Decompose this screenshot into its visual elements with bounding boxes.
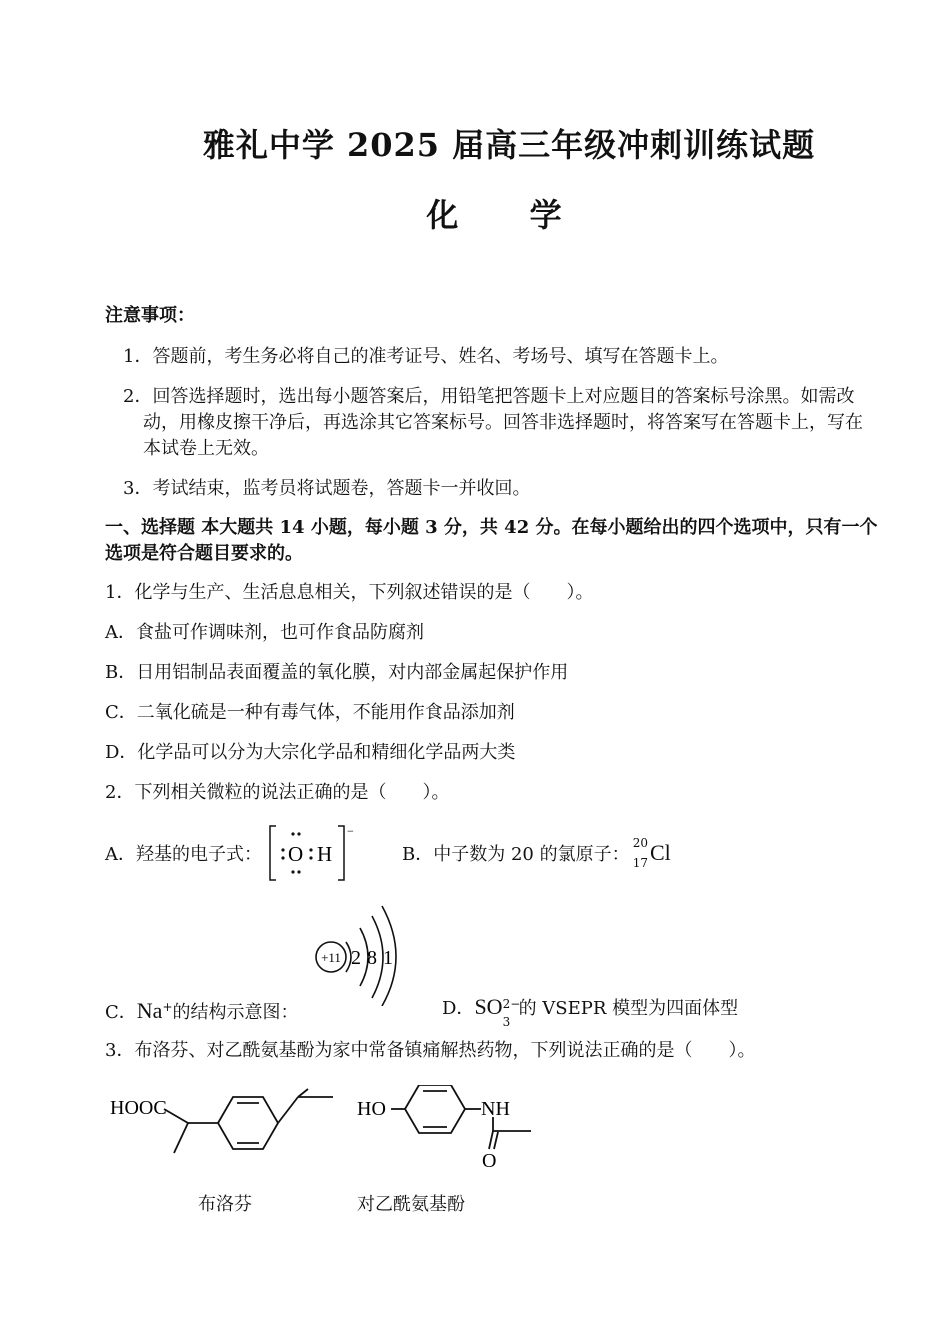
chlorine-atomic-number: 17 — [632, 856, 648, 870]
chlorine-mass-number: 20 — [632, 836, 648, 850]
paracetamol-carbonyl-oxygen: O — [482, 1150, 497, 1172]
hydroxyl-charge: − — [347, 824, 354, 838]
q1-option-b: B．日用铝制品表面覆盖的氧化膜，对内部金属起保护作用 — [105, 662, 569, 683]
paracetamol-name: 对乙酰氨基酚 — [357, 1194, 465, 1215]
notice-item-1: 1．答题前，考生务必将自己的准考证号、姓名、考场号、填写在答题卡上。 — [123, 346, 729, 367]
sodium-charge: + — [162, 1000, 173, 1014]
shell-1-electrons: 2 — [351, 947, 361, 969]
section-1-line2: 选项是符合题目要求的。 — [105, 543, 303, 564]
hydroxyl-hydrogen: H — [317, 842, 333, 866]
q2-option-a-label: A．羟基的电子式： — [105, 844, 262, 865]
q1-option-d: D．化学品可以分为大宗化学品和精细化学品两大类 — [105, 742, 516, 763]
q2-option-d-label — [442, 994, 739, 1029]
paracetamol-structure — [355, 1085, 545, 1175]
sulfite-subscript: 3 — [502, 1015, 511, 1029]
notice-item-2-line1: 2．回答选择题时，选出每小题答案后，用铅笔把答题卡上对应题目的答案标号涂黑。如需改 — [123, 386, 855, 407]
q1-stem: 1．化学与生产、生活息息相关，下列叙述错误的是（ ）。 — [105, 582, 594, 603]
q3-stem: 3．布洛芬、对乙酰氨基酚为家中常备镇痛解热药物，下列说法正确的是（ ）。 — [105, 1040, 756, 1061]
hydroxyl-oxygen: O — [288, 842, 304, 866]
q2-option-c-suffix: 的结构示意图： — [172, 1002, 299, 1023]
ibuprofen-carboxyl-group: HOOC — [110, 1097, 167, 1119]
paracetamol-hydroxyl-group: HO — [357, 1098, 386, 1120]
q2-option-d-suffix: 的 VSEPR 模型为四面体型 — [518, 998, 739, 1019]
notice-item-2-line3: 本试卷上无效。 — [143, 438, 269, 459]
section-1-line1: 一、选择题 本大题共 14 小题，每小题 3 分，共 42 分。在每小题给出的四个选项中，只有一个 — [105, 517, 878, 538]
q2-option-c-prefix: C． — [105, 1002, 137, 1023]
notice-item-3: 3．考试结束，监考员将试题卷，答题卡一并收回。 — [123, 478, 531, 499]
exam-title: 雅礼中学 2025 届高三年级冲刺训练试题 — [202, 126, 816, 164]
q2-option-d-prefix: D． — [442, 998, 475, 1019]
ibuprofen-structure — [108, 1085, 348, 1165]
shell-2-electrons: 8 — [367, 947, 377, 969]
paracetamol-amide-group: NH — [481, 1098, 510, 1120]
notice-heading: 注意事项： — [105, 305, 195, 326]
q2-option-c-label — [105, 994, 299, 1026]
shell-3-electrons: 1 — [383, 947, 393, 969]
chlorine-isotope — [628, 838, 671, 868]
sodium-ion-structure-diagram — [312, 902, 398, 1006]
ibuprofen-name: 布洛芬 — [198, 1194, 252, 1215]
nucleus-charge: +11 — [321, 950, 341, 965]
notice-item-2-line2: 动，用橡皮擦干净后，再选涂其它答案标号。回答非选择题时，将答案写在答题卡上，写在 — [143, 412, 863, 433]
chlorine-symbol: Cl — [650, 840, 671, 865]
q2-stem: 2．下列相关微粒的说法正确的是（ ）。 — [105, 782, 450, 803]
hydroxyl-electron-formula — [268, 822, 358, 884]
q2-option-b-label: B．中子数为 20 的氯原子： — [402, 844, 630, 865]
sodium-symbol: Na — [136, 998, 163, 1023]
sulfite-charge: 2− — [502, 997, 521, 1011]
subject-title: 化 学 — [426, 196, 592, 234]
sulfite-symbol: SO — [474, 994, 503, 1019]
q1-option-c: C．二氧化硫是一种有毒气体，不能用作食品添加剂 — [105, 702, 515, 723]
q1-option-a: A．食盐可作调味剂，也可作食品防腐剂 — [105, 622, 424, 643]
